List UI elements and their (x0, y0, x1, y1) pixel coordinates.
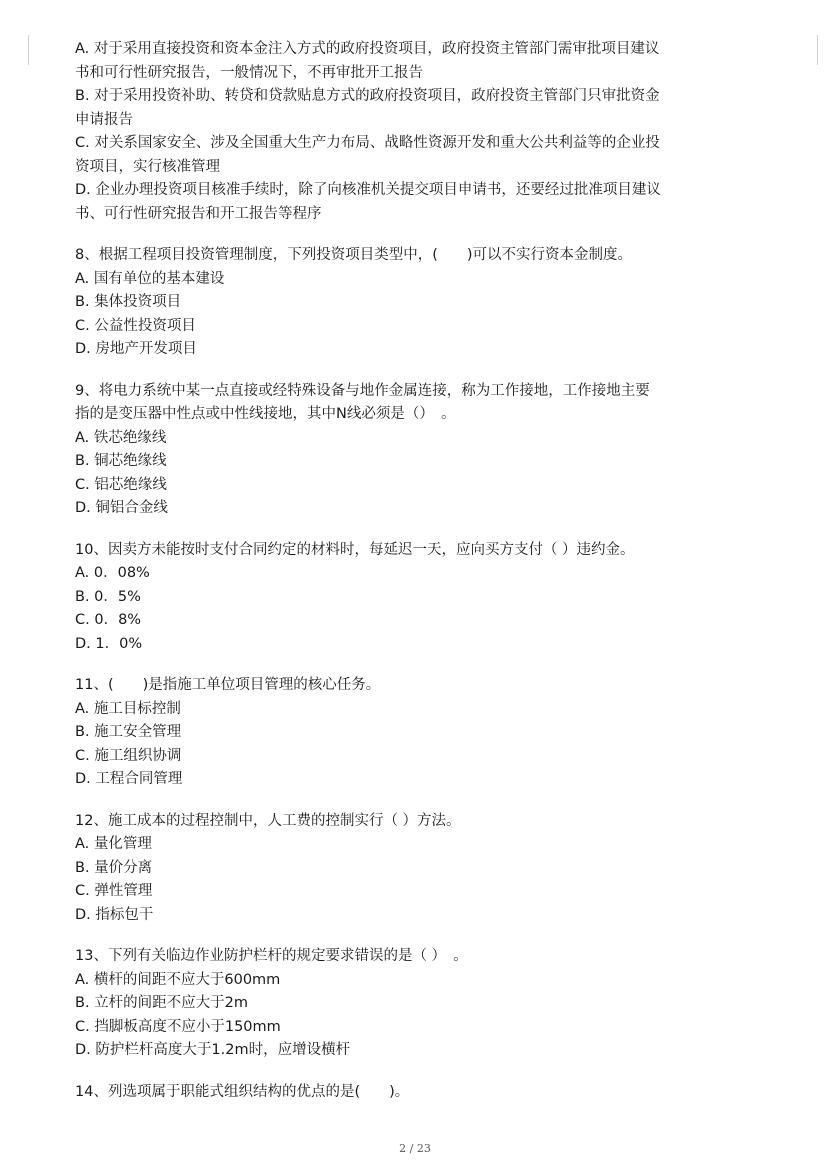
question-8-option-d: D. 房地产开发项目 (75, 341, 197, 357)
question-12-option-d: D. 指标包干 (75, 906, 154, 923)
question-8-option-b: B. 集体投资项目 (75, 294, 182, 310)
q7-option-a (75, 38, 765, 85)
question-8-option-c: C. 公益性投资项目 (75, 317, 196, 334)
question-9-option-c: C. 铝芯绝缘线 (75, 476, 167, 493)
q7-option-a-line-1: A. 对于采用直接投资和资本金注入方式的政府投资项目，政府投资主管部门需审批项目建议 (75, 41, 660, 57)
question-13 (75, 945, 765, 1063)
question-9-title (75, 380, 765, 427)
question-10-title (75, 539, 765, 563)
question-10-option-c: C. 0．8% (75, 612, 142, 628)
question-11-option-a: A. 施工目标控制 (75, 700, 181, 717)
question-8-title-line-1: 8、根据工程项目投资管理制度，下列投资项目类型中，( )可以不实行资本金制度。 (75, 247, 633, 263)
question-9-option-d: D. 铜铝合金线 (75, 500, 168, 516)
q7-option-c-line-1: C. 对关系国家安全、涉及全国重大生产力布局、战略性资源开发和重大公共利益等的企业投 (75, 135, 660, 151)
question-10 (75, 539, 765, 657)
question-13-title (75, 945, 765, 969)
question-14-title (75, 1081, 765, 1105)
page-content (75, 38, 765, 1104)
q7-option-a-line-2: 书和可行性研究报告，一般情况下，不再审批开工报告 (75, 64, 423, 81)
question-12 (75, 810, 765, 928)
question-11-option-d: D. 工程合同管理 (75, 771, 183, 787)
question-8 (75, 244, 765, 362)
question-9-title-line-2: 指的是变压器中性点或中性线接地，其中N线必须是（） 。 (75, 406, 456, 422)
question-13-title-line-1: 13、下列有关临边作业防护栏杆的规定要求错误的是（ ） 。 (75, 948, 468, 964)
q7-option-b-line-2: 申请报告 (75, 111, 133, 128)
question-8-option-a: A. 国有单位的基本建设 (75, 270, 225, 287)
question-12-title-line-1: 12、施工成本的过程控制中，人工费的控制实行（ ）方法。 (75, 812, 461, 829)
q7-option-d-line-1: D. 企业办理投资项目核准手续时，除了向核准机关提交项目申请书，还要经过批准项目建议 (75, 182, 661, 198)
question-11-option-c: C. 施工组织协调 (75, 747, 182, 764)
question-12-title (75, 810, 765, 834)
question-10-title-line-1: 10、因卖方未能按时支付合同约定的材料时，每延迟一天，应向买方支付（ ）违约金。 (75, 541, 635, 558)
q7-option-c-line-2: 资项目，实行核准管理 (75, 158, 220, 175)
q7-option-c (75, 132, 765, 179)
question-11 (75, 674, 765, 792)
question-11-option-b: B. 施工安全管理 (75, 724, 182, 740)
question-12-option-a: A. 量化管理 (75, 836, 152, 852)
q7-option-d (75, 179, 765, 226)
question-12-option-b: B. 量价分离 (75, 859, 153, 876)
question-10-option-a: A. 0．08% (75, 565, 150, 581)
question-7-options (75, 38, 765, 226)
margin-rule-right (817, 35, 818, 65)
question-9 (75, 380, 765, 521)
question-13-option-b: B. 立杆的间距不应大于2m (75, 995, 249, 1011)
question-9-option-b: B. 铜芯绝缘线 (75, 453, 167, 469)
question-10-option-d: D. 1．0% (75, 635, 143, 652)
question-9-option-a: A. 铁芯绝缘线 (75, 429, 167, 446)
question-11-title-line-1: 11、( )是指施工单位项目管理的核心任务。 (75, 677, 381, 693)
question-14-title-line-1: 14、列选项属于职能式组织结构的优点的是( )。 (75, 1083, 410, 1100)
margin-rule-left (28, 35, 29, 65)
question-12-option-c: C. 弹性管理 (75, 883, 153, 899)
question-13-option-a: A. 横杆的间距不应大于600mm (75, 971, 281, 988)
q7-option-b-line-1: B. 对于采用投资补助、转贷和贷款贴息方式的政府投资项目，政府投资主管部门只审批资金 (75, 88, 660, 104)
question-13-option-c: C. 挡脚板高度不应小于150mm (75, 1018, 281, 1035)
question-11-title (75, 674, 765, 698)
question-14 (75, 1081, 765, 1105)
q7-option-d-line-2: 书、可行性研究报告和开工报告等程序 (75, 205, 322, 222)
page-number: 2 / 23 (399, 1142, 431, 1155)
question-8-title (75, 244, 765, 268)
question-9-title-line-1: 9、将电力系统中某一点直接或经特殊设备与地作金属连接，称为工作接地，工作接地主要 (75, 382, 650, 399)
q7-option-b (75, 85, 765, 132)
question-10-option-b: B. 0．5% (75, 588, 141, 605)
question-13-option-d: D. 防护栏杆高度大于1.2m时，应增设横杆 (75, 1042, 351, 1058)
